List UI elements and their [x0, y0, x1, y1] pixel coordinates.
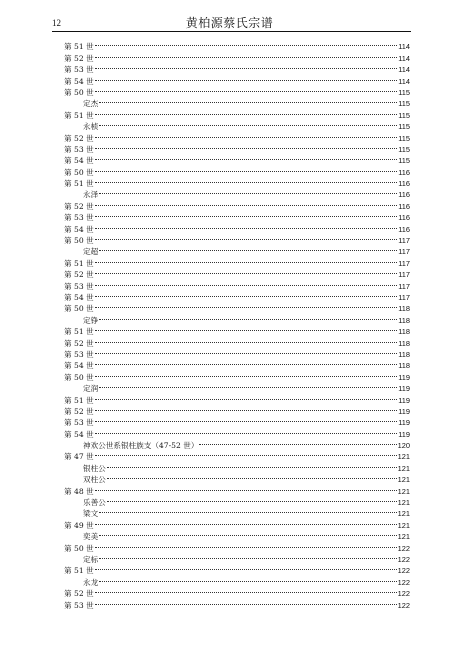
toc-leader-dots — [95, 197, 398, 208]
toc-leader-dots — [95, 254, 398, 265]
toc-entry-page: 116 — [398, 167, 410, 177]
toc-entry[interactable] — [64, 414, 410, 428]
toc-entry-page: 121 — [397, 486, 410, 496]
toc-entry-page: 117 — [398, 281, 410, 291]
toc-leader-dots — [99, 118, 397, 129]
toc-entry-page: 117 — [398, 236, 410, 246]
toc-leader-dots — [95, 391, 398, 402]
toc-entry[interactable] — [64, 220, 410, 234]
toc-entry[interactable] — [64, 243, 410, 257]
toc-entry-page: 118 — [398, 315, 410, 325]
toc-leader-dots — [95, 175, 398, 186]
toc-entry-label: 永桢 — [83, 122, 99, 132]
toc-leader-dots — [107, 471, 397, 482]
toc-entry[interactable] — [64, 425, 410, 439]
toc-entry-page: 119 — [398, 429, 410, 439]
toc-entry[interactable] — [64, 448, 410, 462]
toc-entry-label: 第 52 世 — [64, 338, 94, 348]
toc-leader-dots — [95, 152, 398, 163]
toc-entry-label: 第 54 世 — [64, 292, 94, 302]
toc-entry-page: 121 — [397, 509, 410, 519]
toc-entry-label: 第 53 世 — [64, 281, 94, 291]
toc-leader-dots — [99, 95, 397, 106]
toc-entry[interactable] — [64, 585, 410, 599]
toc-entry-label: 第 51 世 — [64, 258, 94, 268]
toc-entry[interactable] — [64, 539, 410, 553]
toc-leader-dots — [107, 494, 397, 505]
toc-entry-page: 119 — [398, 395, 410, 405]
toc-entry-page: 121 — [397, 498, 410, 508]
toc-leader-dots — [95, 49, 398, 60]
toc-leader-dots — [95, 448, 397, 459]
toc-leader-dots — [95, 516, 397, 527]
toc-entry-label: 第 53 世 — [64, 418, 94, 428]
toc-entry-label: 第 54 世 — [64, 429, 94, 439]
toc-entry-page: 119 — [398, 406, 410, 416]
toc-entry-page: 121 — [397, 475, 410, 485]
toc-entry-page: 116 — [398, 201, 410, 211]
toc-leader-dots — [95, 425, 398, 436]
toc-entry-label: 第 50 世 — [64, 304, 94, 314]
toc-entry-label: 第 49 世 — [64, 520, 94, 530]
toc-leader-dots — [95, 323, 398, 334]
toc-leader-dots — [95, 277, 398, 288]
toc-entry-page: 114 — [398, 53, 410, 63]
toc-entry[interactable] — [64, 61, 410, 75]
toc-entry-label: 定铮 — [83, 315, 99, 325]
toc-entry[interactable] — [64, 346, 410, 357]
toc-leader-dots — [99, 311, 397, 322]
toc-entry-page: 118 — [398, 304, 410, 314]
page-title: 黄柏源蔡氏宗谱 — [185, 16, 274, 30]
toc-entry-label: 乐善公 — [83, 498, 106, 508]
toc-entry-page: 116 — [398, 224, 410, 234]
toc-entry[interactable] — [64, 471, 410, 485]
toc-entry[interactable] — [64, 573, 410, 587]
toc-leader-dots — [95, 232, 398, 243]
toc-entry-label: 第 48 世 — [64, 486, 94, 496]
header-divider — [52, 31, 411, 32]
toc-leader-dots — [199, 437, 396, 448]
toc-entry-page: 114 — [398, 76, 410, 86]
toc-entry-page: 116 — [398, 213, 410, 223]
toc-entry-page: 117 — [398, 292, 410, 302]
toc-entry-label: 第 51 世 — [64, 566, 94, 576]
toc-entry[interactable] — [64, 459, 410, 473]
toc-leader-dots — [95, 84, 398, 95]
toc-leader-dots — [95, 482, 397, 493]
toc-entry[interactable] — [64, 141, 410, 152]
toc-entry[interactable] — [64, 106, 410, 120]
toc-leader-dots — [95, 220, 398, 231]
toc-leader-dots — [95, 209, 398, 220]
toc-entry-label: 第 53 世 — [64, 600, 94, 610]
toc-leader-dots — [95, 539, 397, 550]
page-number: 12 — [52, 18, 61, 28]
toc-entry-page: 120 — [397, 441, 410, 451]
toc-entry[interactable] — [64, 334, 410, 348]
toc-entry-label: 梁文 — [83, 509, 99, 519]
toc-leader-dots — [95, 585, 397, 596]
toc-entry[interactable] — [64, 505, 410, 519]
toc-leader-dots — [95, 61, 398, 72]
toc-leader-dots — [95, 334, 398, 345]
toc-leader-dots — [99, 573, 396, 584]
toc-entry[interactable] — [64, 84, 410, 95]
toc-leader-dots — [95, 141, 398, 152]
table-of-contents — [64, 38, 410, 608]
toc-entry-page: 115 — [398, 156, 410, 166]
toc-entry-label: 第 53 世 — [64, 349, 94, 359]
toc-entry-label: 神欢公世系银柱族支（47-52 世） — [83, 441, 199, 451]
toc-entry-label: 第 54 世 — [64, 224, 94, 234]
toc-entry[interactable] — [64, 38, 410, 52]
toc-leader-dots — [95, 38, 398, 49]
toc-entry-page: 122 — [397, 566, 410, 576]
toc-entry-label: 定超 — [83, 247, 99, 257]
toc-entry-label: 永龙 — [83, 577, 99, 587]
toc-entry[interactable] — [64, 323, 410, 337]
toc-leader-dots — [99, 243, 397, 254]
toc-entry[interactable] — [64, 300, 410, 314]
toc-entry-label: 第 47 世 — [64, 452, 94, 462]
toc-entry-page: 118 — [398, 361, 410, 371]
toc-entry-page: 118 — [398, 338, 410, 348]
toc-entry-label: 第 52 世 — [64, 270, 94, 280]
toc-entry-page: 117 — [398, 270, 410, 280]
toc-entry[interactable] — [64, 391, 410, 405]
toc-entry-label: 第 52 世 — [64, 201, 94, 211]
toc-entry[interactable] — [64, 380, 410, 394]
toc-entry-label: 第 53 世 — [64, 65, 94, 75]
toc-leader-dots — [95, 596, 397, 607]
toc-entry-page: 117 — [398, 247, 410, 257]
toc-entry-page: 114 — [398, 42, 410, 52]
toc-entry-label: 第 50 世 — [64, 87, 94, 97]
toc-entry-page: 118 — [398, 327, 410, 337]
toc-entry[interactable] — [64, 266, 410, 280]
toc-entry-page: 122 — [397, 600, 410, 610]
toc-entry-label: 第 52 世 — [64, 53, 94, 63]
toc-leader-dots — [95, 346, 398, 357]
toc-entry-page: 121 — [397, 532, 410, 542]
toc-entry[interactable] — [64, 175, 410, 189]
toc-leader-dots — [99, 186, 397, 197]
toc-entry-label: 第 52 世 — [64, 406, 94, 416]
toc-entry[interactable] — [64, 596, 410, 610]
toc-entry[interactable] — [64, 232, 410, 246]
toc-leader-dots — [99, 380, 397, 391]
toc-entry-page: 121 — [397, 463, 410, 473]
toc-entry-label: 第 53 世 — [64, 144, 94, 154]
toc-entry-label: 第 50 世 — [64, 167, 94, 177]
toc-entry-page: 122 — [397, 577, 410, 587]
toc-leader-dots — [95, 414, 398, 425]
toc-entry-label: 定标 — [83, 554, 99, 564]
toc-entry-page: 115 — [398, 133, 410, 143]
toc-entry[interactable] — [64, 118, 410, 132]
toc-entry[interactable] — [64, 152, 410, 166]
toc-entry[interactable] — [64, 277, 410, 291]
toc-entry-page: 122 — [397, 543, 410, 553]
toc-entry-page: 116 — [398, 179, 410, 189]
toc-entry-page: 119 — [398, 372, 410, 382]
toc-entry[interactable] — [64, 289, 410, 300]
toc-entry-label: 第 52 世 — [64, 589, 94, 599]
toc-entry[interactable] — [64, 494, 410, 508]
toc-entry-page: 116 — [398, 190, 410, 200]
toc-entry-label: 第 50 世 — [64, 543, 94, 553]
toc-entry-label: 第 51 世 — [64, 395, 94, 405]
toc-entry-page: 121 — [397, 520, 410, 530]
toc-entry-page: 114 — [398, 65, 410, 75]
toc-leader-dots — [95, 289, 398, 300]
toc-entry[interactable] — [64, 403, 410, 414]
toc-leader-dots — [99, 505, 396, 516]
toc-entry-page: 122 — [397, 589, 410, 599]
toc-entry-page: 117 — [398, 258, 410, 268]
toc-entry[interactable] — [64, 197, 410, 211]
toc-leader-dots — [99, 551, 396, 562]
toc-leader-dots — [95, 300, 398, 311]
toc-entry-label: 第 52 世 — [64, 133, 94, 143]
toc-entry-label: 定润 — [83, 384, 99, 394]
toc-entry[interactable] — [64, 516, 410, 530]
toc-leader-dots — [95, 562, 397, 573]
toc-entry-label: 第 51 世 — [64, 327, 94, 337]
toc-entry[interactable] — [64, 49, 410, 63]
toc-leader-dots — [95, 266, 398, 277]
toc-entry-label: 第 54 世 — [64, 156, 94, 166]
toc-entry[interactable] — [64, 72, 410, 86]
toc-entry[interactable] — [64, 186, 410, 200]
toc-entry[interactable] — [64, 95, 410, 109]
toc-entry-page: 115 — [398, 110, 410, 120]
toc-entry[interactable] — [64, 368, 410, 382]
toc-leader-dots — [95, 72, 398, 83]
toc-entry-label: 永泽 — [83, 190, 99, 200]
toc-entry[interactable] — [64, 437, 410, 451]
toc-entry-page: 122 — [397, 554, 410, 564]
toc-entry-label: 奕美 — [83, 532, 99, 542]
toc-leader-dots — [95, 403, 398, 414]
toc-entry-label: 第 54 世 — [64, 361, 94, 371]
toc-entry-label: 第 51 世 — [64, 179, 94, 189]
toc-entry[interactable] — [64, 129, 410, 143]
toc-entry[interactable] — [64, 163, 410, 177]
toc-entry-label: 第 51 世 — [64, 42, 94, 52]
toc-entry-label: 双柱公 — [83, 475, 106, 485]
toc-entry-page: 118 — [398, 349, 410, 359]
toc-leader-dots — [99, 528, 396, 539]
toc-entry-label: 第 54 世 — [64, 76, 94, 86]
toc-entry-page: 115 — [398, 87, 410, 97]
toc-entry-page: 121 — [397, 452, 410, 462]
toc-entry-label: 银柱公 — [83, 463, 106, 473]
toc-leader-dots — [95, 368, 398, 379]
toc-entry[interactable] — [64, 528, 410, 542]
toc-entry[interactable] — [64, 562, 410, 576]
toc-entry-page: 119 — [398, 418, 410, 428]
toc-leader-dots — [107, 459, 397, 470]
toc-entry[interactable] — [64, 551, 410, 562]
toc-leader-dots — [95, 357, 398, 368]
toc-entry[interactable] — [64, 209, 410, 223]
toc-entry-page: 115 — [398, 122, 410, 132]
toc-entry[interactable] — [64, 357, 410, 371]
toc-leader-dots — [95, 163, 398, 174]
toc-entry-label: 定杰 — [83, 99, 99, 109]
toc-entry[interactable] — [64, 254, 410, 268]
toc-entry-label: 第 51 世 — [64, 110, 94, 120]
toc-entry[interactable] — [64, 311, 410, 325]
toc-entry-label: 第 50 世 — [64, 236, 94, 246]
toc-leader-dots — [95, 129, 398, 140]
toc-entry-label: 第 50 世 — [64, 372, 94, 382]
toc-entry-label: 第 53 世 — [64, 213, 94, 223]
toc-entry-page: 119 — [398, 384, 410, 394]
toc-entry-page: 115 — [398, 99, 410, 109]
toc-entry-page: 115 — [398, 144, 410, 154]
toc-entry[interactable] — [64, 482, 410, 496]
toc-leader-dots — [95, 106, 398, 117]
